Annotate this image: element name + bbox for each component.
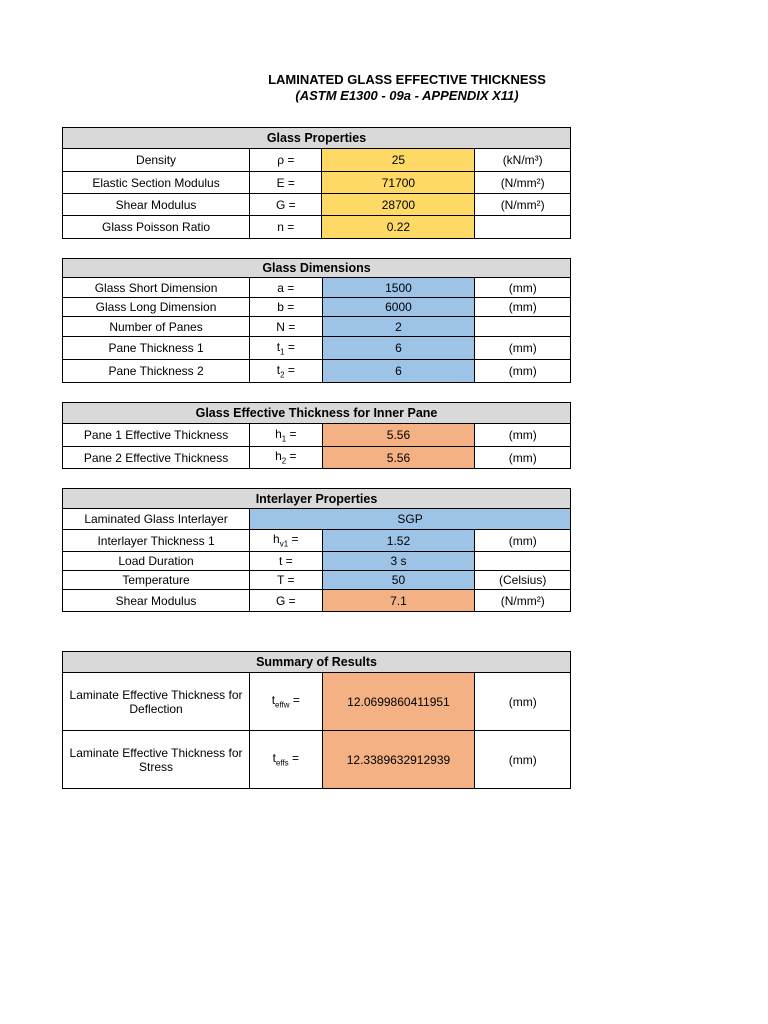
row-unit: (kN/m³)	[475, 149, 571, 172]
pane-thickness-2-value[interactable]: 6	[322, 360, 475, 383]
row-unit: (N/mm²)	[475, 194, 571, 216]
poisson-ratio-value[interactable]: 0.22	[322, 216, 475, 239]
row-unit	[475, 552, 571, 571]
row-symbol: N =	[250, 317, 322, 337]
row-label: Glass Long Dimension	[63, 298, 250, 317]
table-row	[63, 317, 571, 337]
table-row	[63, 571, 571, 590]
pane-2-effective-value: 5.56	[322, 447, 475, 469]
short-dimension-value[interactable]: 1500	[322, 278, 475, 298]
table-row	[63, 172, 571, 194]
shear-modulus-value[interactable]: 28700	[322, 194, 475, 216]
pane-1-effective-value: 5.56	[322, 424, 475, 447]
interlayer-header: Interlayer Properties	[63, 489, 571, 509]
effective-inner-header: Glass Effective Thickness for Inner Pane	[63, 403, 571, 424]
row-symbol: t =	[250, 552, 322, 571]
table-row	[63, 731, 571, 789]
load-duration-value[interactable]: 3 s	[322, 552, 475, 571]
table-row	[63, 149, 571, 172]
table-row	[63, 590, 571, 612]
row-symbol: E =	[250, 172, 322, 194]
row-symbol: b =	[250, 298, 322, 317]
table-row	[63, 509, 571, 530]
glass-properties-header: Glass Properties	[63, 128, 571, 149]
row-label: Shear Modulus	[63, 590, 250, 612]
row-unit: (mm)	[475, 731, 571, 789]
row-symbol: $t_{effs}$ =	[250, 731, 322, 789]
effective-inner-table	[62, 402, 571, 469]
row-label: Number of Panes	[63, 317, 250, 337]
row-unit: (mm)	[475, 673, 571, 731]
row-symbol: a =	[250, 278, 322, 298]
table-row	[63, 194, 571, 216]
row-label: Pane Thickness 2	[63, 360, 250, 383]
summary-header: Summary of Results	[63, 652, 571, 673]
table-row	[63, 216, 571, 239]
table-row	[63, 360, 571, 383]
row-label: Density	[63, 149, 250, 172]
row-label: Temperature	[63, 571, 250, 590]
row-label: Glass Short Dimension	[63, 278, 250, 298]
table-row	[63, 530, 571, 552]
row-unit: (mm)	[475, 424, 571, 447]
interlayer-thickness-value[interactable]: 1.52	[322, 530, 475, 552]
glass-properties-table	[62, 127, 571, 239]
row-label: Interlayer Thickness 1	[63, 530, 250, 552]
row-symbol: $h_1$ =	[250, 424, 322, 447]
row-label: Laminate Effective Thickness for Stress	[63, 731, 250, 789]
row-unit: (mm)	[475, 298, 571, 317]
table-row	[63, 298, 571, 317]
row-symbol: $t_2$ =	[250, 360, 322, 383]
table-row	[63, 673, 571, 731]
interlayer-shear-modulus-value: 7.1	[322, 590, 475, 612]
density-value[interactable]: 25	[322, 149, 475, 172]
row-symbol: $t_1$ =	[250, 337, 322, 360]
temperature-value[interactable]: 50	[322, 571, 475, 590]
row-label: Laminate Effective Thickness for Deflection	[63, 673, 250, 731]
row-unit: (mm)	[475, 360, 571, 383]
row-label: Glass Poisson Ratio	[63, 216, 250, 239]
glass-dimensions-table	[62, 258, 571, 383]
table-row	[63, 337, 571, 360]
row-unit: (mm)	[475, 337, 571, 360]
document-subtitle: (ASTM E1300 - 09a - APPENDIX X11)	[295, 88, 519, 103]
stress-thickness-value: 12.3389632912939	[322, 731, 475, 789]
row-symbol: n =	[250, 216, 322, 239]
row-label: Load Duration	[63, 552, 250, 571]
row-symbol: $t_{effw}$ =	[250, 673, 322, 731]
row-symbol: G =	[250, 194, 322, 216]
summary-table	[62, 651, 571, 789]
row-label: Laminated Glass Interlayer	[63, 509, 250, 530]
deflection-thickness-value: 12.0699860411951	[322, 673, 475, 731]
number-of-panes-value[interactable]: 2	[322, 317, 475, 337]
table-row	[63, 278, 571, 298]
row-label: Pane 2 Effective Thickness	[63, 447, 250, 469]
row-unit: (Celsius)	[475, 571, 571, 590]
table-row	[63, 447, 571, 469]
glass-dimensions-header: Glass Dimensions	[63, 259, 571, 278]
table-row	[63, 424, 571, 447]
interlayer-table	[62, 488, 571, 612]
long-dimension-value[interactable]: 6000	[322, 298, 475, 317]
row-symbol: $h_{v1}$ =	[250, 530, 322, 552]
interlayer-type-value[interactable]: SGP	[250, 509, 571, 530]
row-symbol: T =	[250, 571, 322, 590]
pane-thickness-1-value[interactable]: 6	[322, 337, 475, 360]
elastic-modulus-value[interactable]: 71700	[322, 172, 475, 194]
row-unit	[475, 317, 571, 337]
document-title: LAMINATED GLASS EFFECTIVE THICKNESS	[268, 72, 546, 87]
row-unit: (mm)	[475, 447, 571, 469]
row-unit: (mm)	[475, 278, 571, 298]
row-label: Elastic Section Modulus	[63, 172, 250, 194]
row-symbol: ρ =	[250, 149, 322, 172]
row-label: Pane Thickness 1	[63, 337, 250, 360]
row-label: Pane 1 Effective Thickness	[63, 424, 250, 447]
row-label: Shear Modulus	[63, 194, 250, 216]
table-row	[63, 552, 571, 571]
row-unit: (N/mm²)	[475, 590, 571, 612]
row-unit: (N/mm²)	[475, 172, 571, 194]
row-unit: (mm)	[475, 530, 571, 552]
row-symbol: $h_2$ =	[250, 447, 322, 469]
row-symbol: G =	[250, 590, 322, 612]
row-unit	[475, 216, 571, 239]
